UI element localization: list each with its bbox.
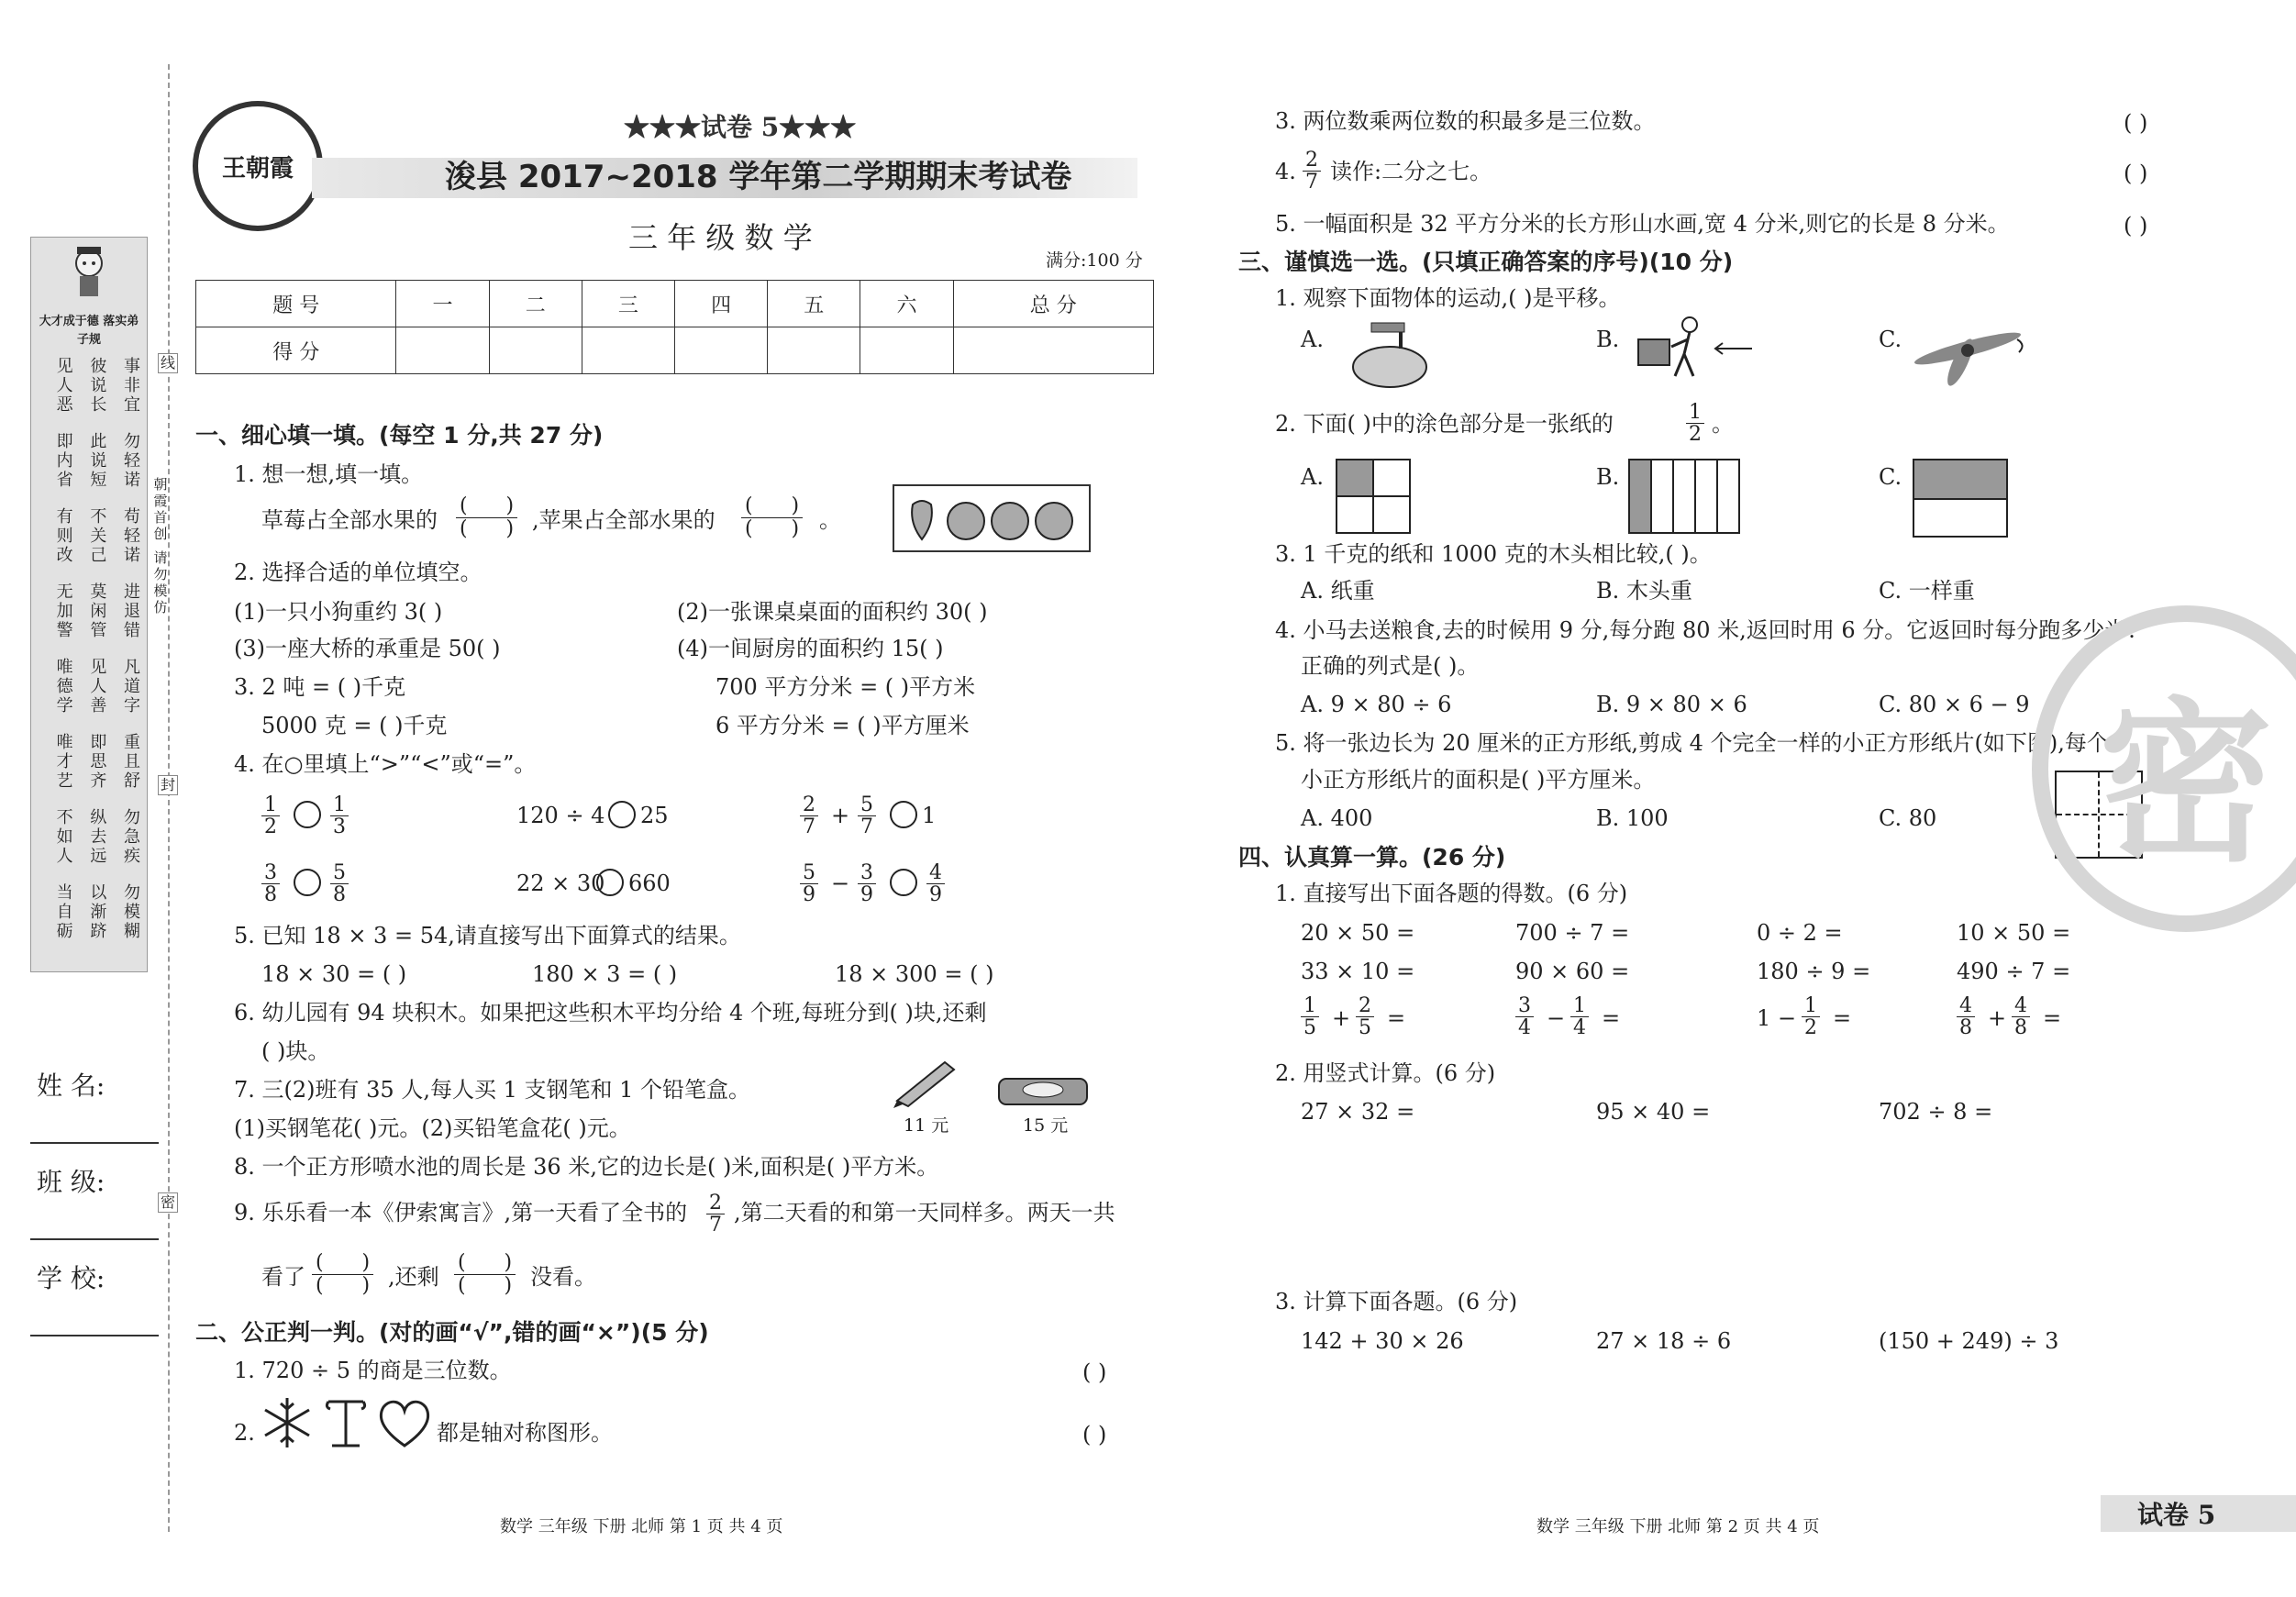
score-cell: 六: [860, 281, 953, 327]
option: C. 80: [1879, 805, 1937, 831]
q9-text: 看了: [261, 1264, 305, 1290]
score-input-cell[interactable]: [674, 327, 767, 374]
compare-circle[interactable]: [890, 801, 917, 828]
judge-answer-paren[interactable]: ( ): [1082, 1422, 1107, 1447]
math-fraction: $\frac{1}{2}$: [1686, 402, 1704, 445]
compare-circle[interactable]: [608, 801, 636, 828]
snowflake-icon: [259, 1394, 316, 1451]
exam-title: 浚县 2017~2018 学年第二学期期末考试卷: [445, 159, 1072, 195]
school-field[interactable]: [30, 1335, 159, 1336]
logo-seal: [193, 101, 323, 231]
math-fraction: $\frac{1}{4}$: [1570, 995, 1589, 1038]
score-cell: 二: [489, 281, 582, 327]
math-fraction: $\frac{3}{8}$: [261, 862, 280, 905]
motto-col: 无加警: [53, 582, 73, 640]
q1-text-c: 。: [819, 507, 841, 533]
section-3-title: 三、谨慎选一选。(只填正确答案的序号)(10 分): [1238, 249, 1734, 275]
math-fraction: $\frac{2}{7}$: [706, 1192, 725, 1236]
option: A. 纸重: [1301, 578, 1375, 604]
math-fraction: $\frac{5}{8}$: [330, 862, 349, 905]
q5-item: 18 × 30 = ( ): [261, 961, 407, 987]
motto-col: 不如人: [53, 808, 73, 866]
math-fraction: $\frac{4}{8}$: [2012, 995, 2030, 1038]
motto-col: 彼说长: [87, 357, 107, 415]
score-cell: 五: [768, 281, 860, 327]
corner-badge-text: 试卷 5: [2137, 1500, 2216, 1530]
motto-col: 唯德学: [53, 658, 73, 715]
compare-circle[interactable]: [890, 869, 917, 896]
judge-q2-number: 2.: [234, 1420, 255, 1446]
math-fraction: $\frac{4}{9}$: [926, 862, 945, 905]
judge-q3: 3. 两位数乘两位数的积最多是三位数。: [1275, 108, 1656, 134]
math-operator: +: [1988, 1005, 2007, 1031]
fountain-pen-icon: [890, 1055, 963, 1110]
math-fraction: $\frac{4}{8}$: [1957, 995, 1975, 1038]
q4-expr: 25: [640, 803, 669, 828]
pen-price: 11 元: [904, 1115, 949, 1136]
section-2-title: 二、公正判一判。(对的画“√”,错的画“×”)(5 分): [195, 1319, 709, 1346]
option-label: A.: [1301, 464, 1324, 490]
motto-col: 即思齐: [87, 733, 107, 791]
q2-item: (2)一张课桌桌面的面积约 30( ): [677, 599, 988, 625]
math-operator: =: [2043, 1005, 2062, 1031]
math-fraction: $\frac{5}{7}$: [858, 794, 876, 837]
score-table-score-row: [196, 327, 1154, 374]
q3-item: 6 平方分米 = ( )平方厘米: [715, 713, 970, 738]
q8-prompt: 8. 一个正方形喷水池的周长是 36 米,它的边长是( )米,面积是( )平方米。: [234, 1154, 939, 1180]
judge-q5: 5. 一幅面积是 32 平方分米的长方形山水画,宽 4 分米,则它的长是 8 分米。: [1275, 211, 2010, 237]
motto-col: 勿模糊: [121, 883, 140, 941]
oral-calc: 700 ÷ 7 =: [1515, 920, 1630, 946]
choice-q5: 5. 将一张边长为 20 厘米的正方形纸,剪成 4 个完全一样的小正方形纸片(如下图),每个: [1275, 730, 2109, 756]
motto-col: 有则改: [53, 507, 73, 565]
score-table-header-row: [196, 281, 1154, 327]
q1-blank-fraction[interactable]: ( ) ( ): [456, 495, 517, 540]
q5-item: 180 × 3 = ( ): [532, 961, 678, 987]
school-label: 学 校:: [37, 1263, 105, 1293]
oral-calc: 10 × 50 =: [1957, 920, 2071, 946]
motto-col: 见人恶: [53, 357, 73, 415]
q2-item: (3)一座大桥的承重是 50( ): [234, 636, 501, 661]
class-label: 班 级:: [37, 1167, 105, 1197]
score-input-cell[interactable]: [582, 327, 674, 374]
vertical-calc: 95 × 40 =: [1596, 1099, 1711, 1125]
motto-col: 进退错: [121, 582, 140, 640]
calc-q2: 2. 用竖式计算。(6 分): [1275, 1060, 1496, 1086]
math-operator: −: [1547, 1005, 1566, 1031]
q1-blank-fraction[interactable]: ( ) ( ): [741, 495, 803, 540]
ceiling-fan-icon: [1903, 312, 2032, 394]
score-cell: 一: [396, 281, 489, 327]
motto-col: 勿急疾: [121, 808, 140, 866]
math-fraction: $\frac{3}{4}$: [1515, 995, 1534, 1038]
compare-circle[interactable]: [596, 869, 624, 896]
score-input-cell[interactable]: [860, 327, 953, 374]
option: C. 一样重: [1879, 578, 1975, 604]
choice-q4: 4. 小马去送粮食,去的时候用 9 分,每分跑 80 米,返回时用 6 分。它返回时每分跑多少米?: [1275, 617, 2139, 643]
option-label: A.: [1301, 327, 1324, 352]
math-fraction: $\frac{1}{2}$: [261, 794, 280, 837]
score-cell: 三: [582, 281, 674, 327]
choice-q1: 1. 观察下面物体的运动,( )是平移。: [1275, 285, 1621, 311]
option-label: B.: [1596, 464, 1620, 490]
vertical-calc: 702 ÷ 8 =: [1879, 1099, 1993, 1125]
q7-continued: (1)买钢笔花( )元。(2)买铅笔盒花( )元。: [234, 1115, 631, 1141]
calc-q3: 3. 计算下面各题。(6 分): [1275, 1289, 1518, 1314]
judge-answer-paren[interactable]: ( ): [2124, 213, 2148, 238]
q2-prompt: 2. 选择合适的单位填空。: [234, 560, 482, 585]
vertical-calc-work-area[interactable]: [1301, 1137, 2126, 1275]
judge-answer-paren[interactable]: ( ): [2124, 110, 2148, 136]
left-footer: 数学 三年级 下册 北师 第 1 页 共 4 页: [500, 1517, 783, 1536]
option-label: C.: [1879, 327, 1902, 352]
choice-q4-cont: 正确的列式是( )。: [1301, 653, 1480, 679]
person-pushing-box-icon: [1633, 312, 1761, 385]
motto-col: 以渐跻: [87, 883, 107, 941]
q1-text-b: ,苹果占全部水果的: [532, 507, 715, 533]
oral-calc: 490 ÷ 7 =: [1957, 959, 2071, 984]
motto-col: 重且舒: [121, 733, 140, 791]
logo-text: 王朝霞: [221, 154, 294, 183]
motto-col: 见人善: [87, 658, 107, 715]
oral-calc: 33 × 10 =: [1301, 959, 1415, 984]
shape-option-b: [1628, 459, 1740, 534]
judge-answer-paren[interactable]: ( ): [1082, 1359, 1107, 1385]
fruit-picture: [893, 484, 1091, 552]
math-operator: +: [831, 803, 850, 828]
math-operator: =: [1602, 1005, 1621, 1031]
math-fraction: $\frac{2}{7}$: [1303, 150, 1321, 193]
motto-col: 苟轻诺: [121, 507, 140, 565]
q7-prompt: 7. 三(2)班有 35 人,每人买 1 支钢笔和 1 个铅笔盒。: [234, 1077, 751, 1103]
box-price: 15 元: [1023, 1115, 1069, 1136]
math-fraction: $\frac{1}{3}$: [330, 794, 349, 837]
motto-col: 不关己: [87, 507, 107, 565]
q1-prompt: 1. 想一想,填一填。: [234, 461, 424, 487]
q3-item: 700 平方分米 = ( )平方米: [715, 674, 976, 700]
watermark-char: 密: [2098, 680, 2273, 885]
q3-item: 3. 2 吨 = ( )千克: [234, 674, 406, 700]
q4-prompt: 4. 在○里填上“>”“<”或“=”。: [234, 751, 537, 777]
mixed-calc: 27 × 18 ÷ 6: [1596, 1328, 1732, 1354]
math-fraction: $\frac{5}{9}$: [800, 862, 818, 905]
judge-q2: 都是轴对称图形。: [437, 1420, 613, 1446]
motto-panel: [30, 237, 148, 972]
q9-blank-fraction[interactable]: ( ) ( ): [454, 1252, 516, 1297]
motto-top: 大才成于德 落实弟子规: [39, 315, 139, 347]
cartoon-scholar-icon: [66, 245, 112, 300]
watermark-seal: [2032, 605, 2296, 932]
q5-item: 18 × 300 = ( ): [835, 961, 994, 987]
option: A. 400: [1301, 805, 1373, 831]
motto-col: 勿轻诺: [121, 432, 140, 490]
right-footer: 数学 三年级 下册 北师 第 2 页 共 4 页: [1536, 1517, 1820, 1536]
choice-q3: 3. 1 千克的纸和 1000 克的木头相比较,( )。: [1275, 541, 1712, 567]
math-fraction: $\frac{2}{5}$: [1356, 995, 1374, 1038]
math-fraction: $\frac{1}{2}$: [1802, 995, 1820, 1038]
motto-col: 即内省: [53, 432, 73, 490]
math-number: 1: [1757, 1005, 1771, 1031]
shape-option-c: [1913, 459, 2008, 538]
oral-calc: 0 ÷ 2 =: [1757, 920, 1843, 946]
motto-col: 唯才艺: [53, 733, 73, 791]
q9-continued: ,第二天看的和第一天同样多。两天一共: [734, 1200, 1115, 1225]
motto-col: 纵去远: [87, 808, 107, 866]
judge-q4-number: 4.: [1275, 159, 1296, 184]
math-fraction: $\frac{2}{7}$: [800, 794, 818, 837]
name-label: 姓 名:: [37, 1070, 105, 1101]
score-table: [195, 280, 1154, 374]
q4-expr: 22 × 30: [516, 871, 605, 896]
exam-badge: ★★★试卷 5★★★: [624, 112, 857, 142]
motto-col: 此说短: [87, 432, 107, 490]
motto-col: 事非宜: [121, 357, 140, 415]
motto-columns: [40, 357, 141, 962]
seal-char: 封: [158, 775, 178, 795]
compare-circle[interactable]: [294, 801, 321, 828]
mixed-calc: (150 + 249) ÷ 3: [1879, 1328, 2059, 1354]
mixed-calc: 142 + 30 × 26: [1301, 1328, 1464, 1354]
option: B. 木头重: [1596, 578, 1692, 604]
heart-icon: [376, 1396, 433, 1449]
oral-calc: 20 × 50 =: [1301, 920, 1415, 946]
option-label: B.: [1596, 327, 1620, 352]
q3-item: 5000 克 = ( )千克: [261, 713, 448, 738]
math-operator: =: [1833, 1005, 1852, 1031]
q9-prompt: 9. 乐乐看一本《伊索寓言》,第一天看了全书的: [234, 1200, 688, 1225]
option-label: C.: [1879, 464, 1902, 490]
oral-calc: 180 ÷ 9 =: [1757, 959, 1871, 984]
class-field[interactable]: [30, 1238, 159, 1240]
choice-q2-end: 。: [1712, 411, 1734, 437]
q4-expr: 660: [628, 871, 671, 896]
q9-blank-fraction[interactable]: ( ) ( ): [312, 1252, 373, 1297]
choice-q2: 2. 下面( )中的涂色部分是一张纸的: [1275, 411, 1614, 437]
math-fraction: $\frac{3}{9}$: [858, 862, 876, 905]
choice-q5-cont: 小正方形纸片的面积是( )平方厘米。: [1301, 767, 1656, 793]
subject-title: 三 年 级 数 学: [628, 220, 813, 255]
judge-answer-paren[interactable]: ( ): [2124, 161, 2148, 186]
motto-col: 莫闲管: [87, 582, 107, 640]
option: C. 80 × 6 − 9: [1879, 692, 2030, 717]
q1-text-a: 草莓占全部水果的: [261, 507, 438, 533]
motto-col: 当自砺: [53, 883, 73, 941]
score-cell: 题 号: [196, 281, 396, 327]
vertical-calc: 27 × 32 =: [1301, 1099, 1415, 1125]
binding-dashed-line: [168, 64, 170, 1532]
pencil-box-icon: [995, 1071, 1092, 1110]
judge-q1: 1. 720 ÷ 5 的商是三位数。: [234, 1358, 512, 1383]
calc-q1: 1. 直接写出下面各题的得数。(6 分): [1275, 881, 1628, 906]
q9-text: ,还剩: [388, 1264, 439, 1290]
score-cell: 四: [674, 281, 767, 327]
score-cell: 总 分: [953, 281, 1153, 327]
q2-item: (4)一间厨房的面积约 15( ): [677, 636, 944, 661]
no-copy-notice: 朝霞首创 请勿模仿: [151, 477, 169, 616]
section-4-title: 四、认真算一算。(26 分): [1238, 844, 1506, 871]
seal-char: 线: [158, 353, 178, 373]
seal-char: 密: [158, 1192, 178, 1213]
full-score: 满分:100 分: [1046, 250, 1143, 271]
option: A. 9 × 80 ÷ 6: [1301, 692, 1452, 717]
math-operator: −: [831, 871, 850, 896]
score-input-cell[interactable]: [768, 327, 860, 374]
q9-text: 没看。: [530, 1264, 596, 1290]
score-input-cell[interactable]: [953, 327, 1153, 374]
score-input-cell[interactable]: [489, 327, 582, 374]
faucet-sink-icon: [1344, 312, 1431, 394]
math-operator: −: [1778, 1005, 1797, 1031]
math-number: 1: [922, 803, 937, 828]
score-input-cell[interactable]: [396, 327, 489, 374]
judge-q4: 读作:二分之七。: [1330, 159, 1492, 184]
oral-calc: 90 × 60 =: [1515, 959, 1630, 984]
q2-item: (1)一只小狗重约 3( ): [234, 599, 443, 625]
q5-prompt: 5. 已知 18 × 3 = 54,请直接写出下面算式的结果。: [234, 923, 741, 948]
option: B. 9 × 80 × 6: [1596, 692, 1747, 717]
compare-circle[interactable]: [294, 869, 321, 896]
letter-shape-icon: [323, 1396, 369, 1451]
score-cell: 得 分: [196, 327, 396, 374]
math-operator: +: [1332, 1005, 1351, 1031]
motto-col: 凡道字: [121, 658, 140, 715]
q6-prompt: 6. 幼儿园有 94 块积木。如果把这些积木平均分给 4 个班,每班分到( )块,还剩: [234, 1000, 987, 1026]
mixed-calc-work-area[interactable]: [1301, 1367, 2126, 1486]
section-1-title: 一、细心填一填。(每空 1 分,共 27 分): [195, 422, 604, 449]
name-field[interactable]: [30, 1142, 159, 1144]
shape-option-a: [1336, 459, 1411, 534]
math-fraction: $\frac{1}{5}$: [1301, 995, 1319, 1038]
q4-expr: 120 ÷ 4: [516, 803, 605, 828]
math-operator: =: [1387, 1005, 1406, 1031]
q6-continued: ( )块。: [261, 1038, 330, 1064]
option: B. 100: [1596, 805, 1669, 831]
